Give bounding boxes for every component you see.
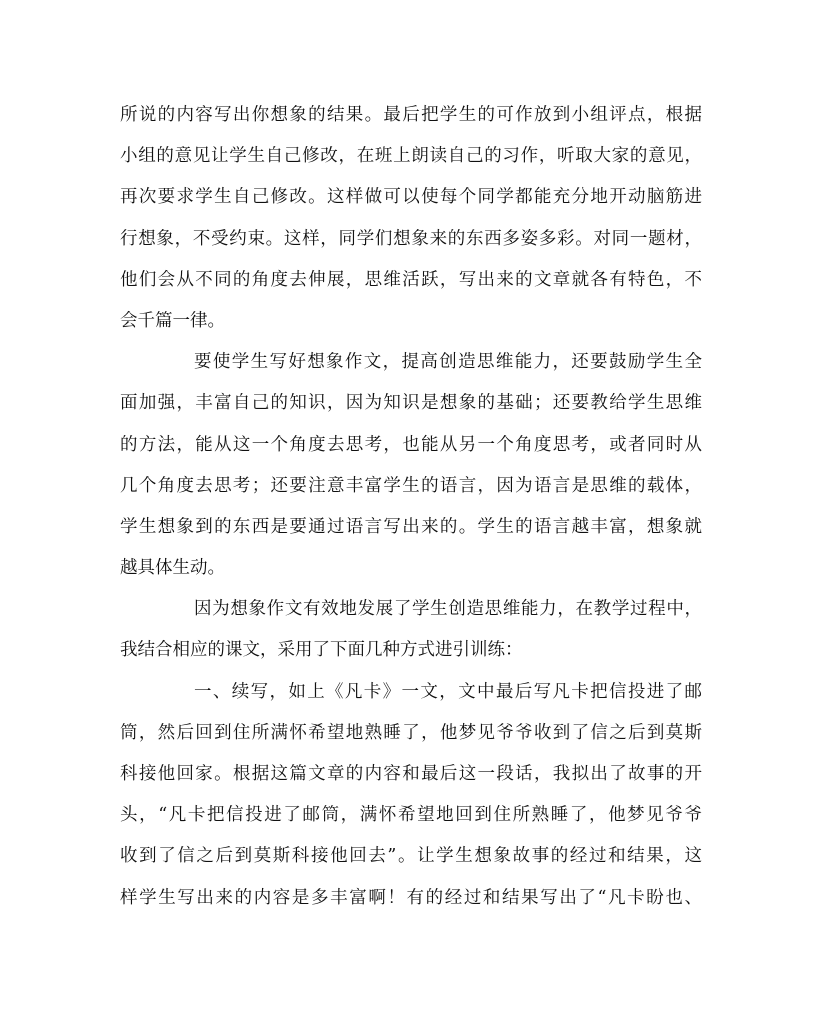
text-line: 因为想象作文有效地发展了学生创造思维能力，在教学过程中，: [194, 599, 702, 620]
text-line: 面加强，丰富自己的知识，因为知识是想象的基础；还要教给学生思维: [120, 393, 702, 414]
text-line: 要使学生写好想象作文，提高创造思维能力，还要鼓励学生全: [194, 352, 702, 373]
text-line: 行想象，不受约束。这样，同学们想象来的东西多姿多彩。对同一题材，: [120, 228, 702, 249]
text-line: 越具体生动。: [120, 558, 225, 579]
text-line: 会千篇一律。: [120, 310, 225, 331]
text-line: 我结合相应的课文，采用了下面几种方式进引训练：: [120, 640, 523, 661]
text-line: 的方法，能从这一个角度去思考，也能从另一个角度思考，或者同时从: [120, 434, 702, 455]
text-line: 再次要求学生自己修改。这样做可以使每个同学都能充分地开动脑筋进: [120, 187, 702, 208]
text-line: 小组的意见让学生自己修改，在班上朗读自己的习作，听取大家的意见，: [120, 146, 702, 167]
text-line: 学生想象到的东西是要通过语言写出来的。学生的语言越丰富，想象就: [120, 516, 702, 537]
text-line: 他们会从不同的角度去伸展，思维活跃，写出来的文章就各有特色，不: [120, 269, 702, 290]
text-line: 所说的内容写出你想象的结果。最后把学生的可作放到小组评点，根据: [120, 105, 702, 125]
text-line: 几个角度去思考；还要注意丰富学生的语言，因为语言是思维的载体，: [120, 475, 702, 496]
text-line: 收到了信之后到莫斯科接他回去”。让学生想象故事的经过和结果，这: [120, 846, 702, 867]
text-line: 科接他回家。根据这篇文章的内容和最后这一段话，我拟出了故事的开: [120, 764, 702, 784]
text-line: 头，“凡卡把信投进了邮筒，满怀希望地回到住所熟睡了，他梦见爷爷: [120, 805, 702, 826]
text-line: 筒，然后回到住所满怀希望地熟睡了，他梦见爷爷收到了信之后到莫斯: [120, 722, 702, 743]
text-line: 样学生写出来的内容是多丰富啊！有的经过和结果写出了“凡卡盼也、: [120, 887, 702, 908]
document-body: [120, 95, 702, 919]
text-line: 一、续写，如上《凡卡》一文，文中最后写凡卡把信投进了邮: [194, 681, 702, 702]
